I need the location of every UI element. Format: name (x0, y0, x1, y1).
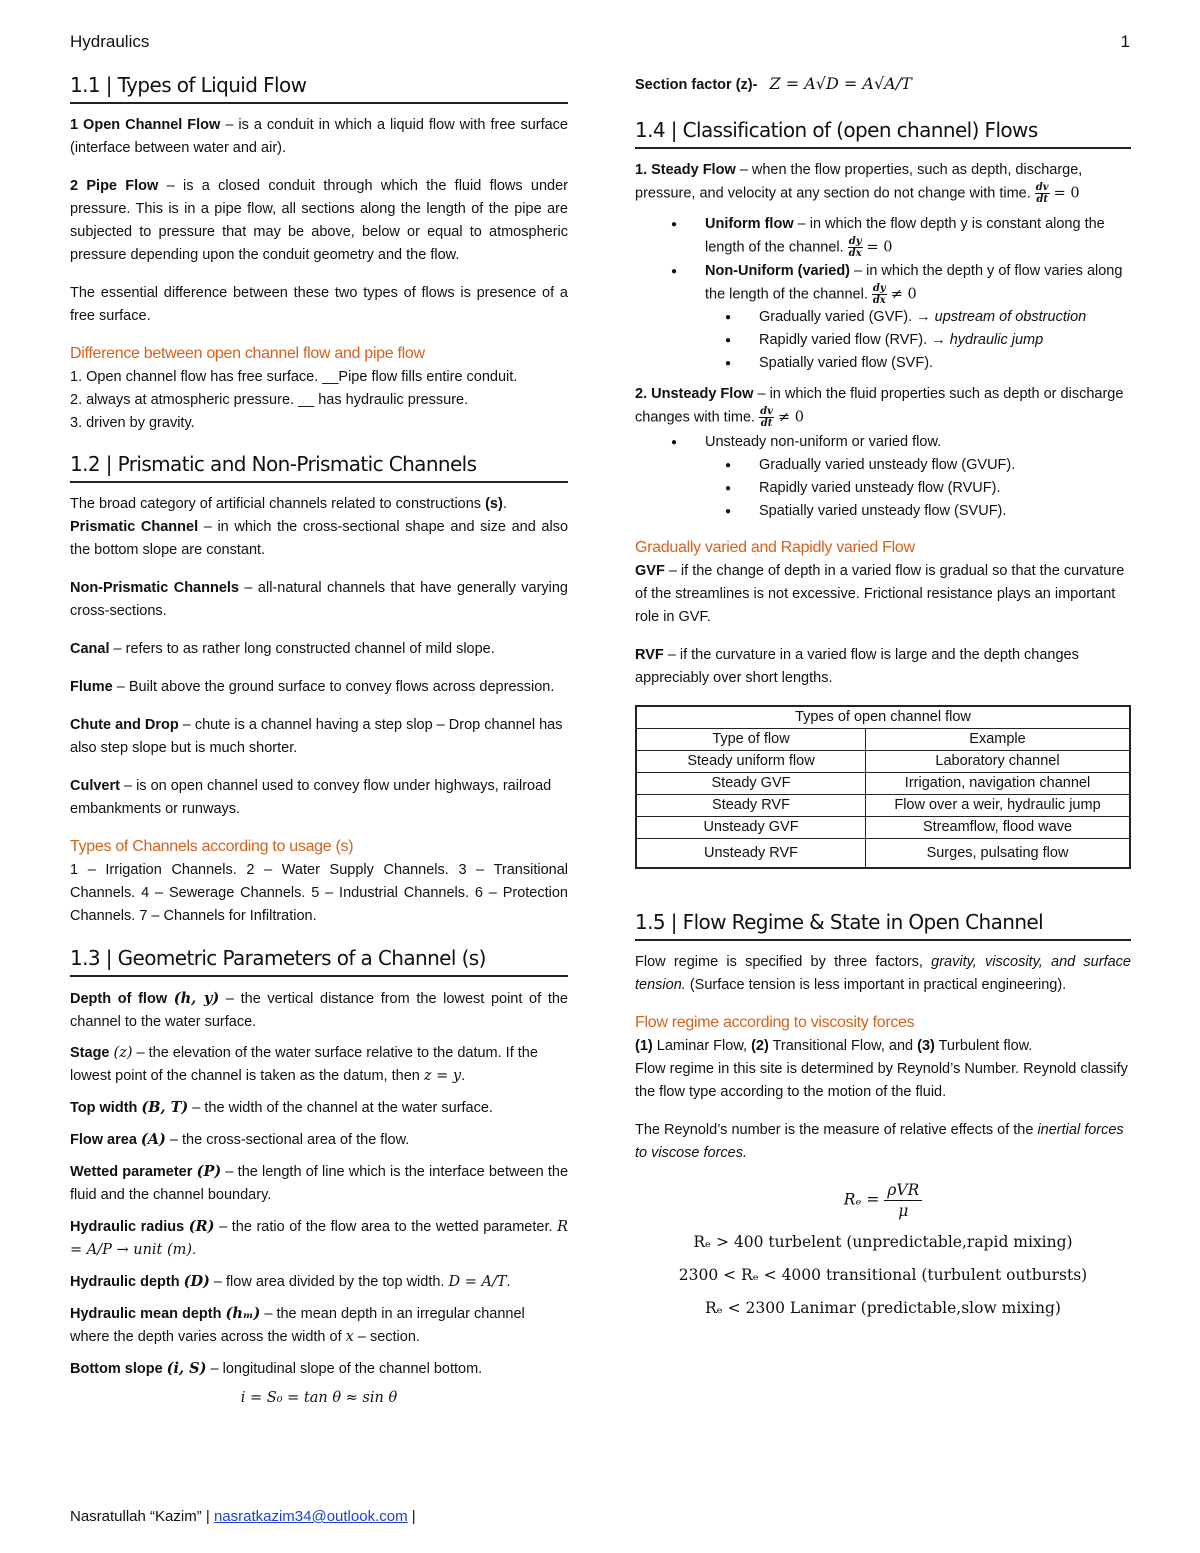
viscosity-subtitle: Flow regime according to viscosity forces (635, 1014, 915, 1032)
header-title: Hydraulics (70, 32, 150, 51)
section-factor: Section factor (z)- Z = A√D = A√A/T (635, 74, 912, 93)
laminar-condition: Rₑ < 2300 Lanimar (predictable,slow mixing) (705, 1299, 1061, 1318)
section-1-5-title: 1.5 | Flow Regime & State in Open Channel (635, 907, 1131, 941)
open-channel-flow-def: 1 Open Channel Flow – is a conduit in which a liquid flow with free surface (interface between water and air). (70, 117, 568, 156)
page-footer: Nasratullah “Kazim” | nasratkazim34@outlook.com | (70, 1508, 416, 1525)
list-item: ● Uniform flow – in which the flow depth y is constant along the length of the channel. $\frac{dy}{dx}$ = 0 (635, 213, 1131, 259)
difference-subtitle: Difference between open channel flow and pipe flow (70, 345, 425, 362)
non-prismatic-def: Non-Prismatic Channels – all-natural channels that have generally varying cross-sections. (70, 580, 568, 619)
flow-types-table (635, 705, 1131, 869)
list-item: ● Rapidly varied unsteady flow (RVUF). (635, 477, 1131, 500)
flow-area-def: Flow area (A) – the cross-sectional area of the flow. (70, 1131, 410, 1148)
transitional-condition: 2300 < Rₑ < 4000 transitional (turbulent outbursts) (678, 1266, 1088, 1285)
reynold-classify: Flow regime in this site is determined by Reynold’s Number. Reynold classify the flow type according to the motion of the fluid. (635, 1061, 1128, 1101)
left-column (70, 70, 568, 1410)
difference-item: 3. driven by gravity. (70, 415, 195, 431)
usage-subtitle: Types of Channels according to usage (s) (70, 838, 354, 855)
section-1-2-title: 1.2 | Prismatic and Non-Prismatic Channels (70, 449, 568, 483)
email-link[interactable]: nasratkazim34@outlook.com (213, 1508, 408, 1525)
list-item: ● Gradually varied unsteady flow (GVUF). (635, 454, 1131, 477)
bottom-slope-formula: i = S₀ = tan θ ≈ sin θ (240, 1390, 398, 1406)
wetted-parameter-def: Wetted parameter (P) – the length of line which is the interface between the fluid and the channel boundary. (70, 1163, 569, 1203)
page-number: 1 (1120, 32, 1130, 51)
table-caption: Types of open channel flow (636, 706, 1130, 729)
table-header: Example (866, 729, 1131, 751)
page-header (70, 30, 1130, 53)
reynold-formula: Rₑ = ρVR μ (635, 1180, 1131, 1221)
difference-item: 2. always at atmospheric pressure. __ has hydraulic pressure. (70, 392, 469, 408)
top-width-def: Top width (B, T) – the width of the channel at the water surface. (70, 1099, 493, 1116)
table-row: Unsteady RVF Surges, pulsating flow (636, 839, 1130, 869)
list-item: ● Unsteady non-uniform or varied flow. (635, 431, 1131, 454)
viscosity-types: (1) Laminar Flow, (2) Transitional Flow, and (3) Turbulent flow. (635, 1038, 1033, 1055)
unsteady-flow-list (635, 431, 1131, 523)
steady-flow-list (635, 213, 1131, 375)
pipe-flow-def: 2 Pipe Flow – is a closed conduit through which the fluid flows under pressure. This is in a pipe flow, all sections along the length of the pipe are subjected to pressure that may be above, below or equal to atmospheric pressure depending upon the conduit geometry and the flow. (70, 178, 568, 263)
author-name: Nasratullah “Kazim” | (70, 1508, 214, 1525)
prismatic-channel-def: Prismatic Channel – in which the cross-sectional shape and size and also the bottom slope are constant. (70, 519, 569, 558)
difference-item: 1. Open channel flow has free surface. __Pipe flow fills entire conduit. (70, 369, 518, 385)
flume-def: Flume – Built above the ground surface to convey flows across depression. (70, 679, 555, 695)
essential-difference: The essential difference between these two types of flows is presence of a free surface. (70, 285, 568, 324)
right-column (635, 70, 1131, 1330)
table-row: Steady uniform flow Laboratory channel (636, 751, 1130, 773)
difference-list (70, 366, 568, 435)
gvf-def: GVF – if the change of depth in a varied flow is gradual so that the curvature of the streamlines is not excessive. Frictional resistance plays an important role in GVF. (635, 563, 1125, 626)
rvf-def: RVF – if the curvature in a varied flow is large and the depth changes appreciably over short lengths. (635, 647, 1079, 687)
hydraulic-depth-def: Hydraulic depth (D) – flow area divided by the top width. D = A/T. (70, 1273, 511, 1290)
list-item: ● Gradually varied (GVF). → upstream of obstruction (635, 306, 1131, 329)
bottom-slope-def: Bottom slope (i, S) – longitudinal slope of the channel bottom. (70, 1360, 483, 1377)
chute-drop-def: Chute and Drop – chute is a channel having a step slop – Drop channel has also step slope but is much shorter. (70, 717, 563, 756)
prismatic-intro: The broad category of artificial channels related to constructions (s). (70, 496, 507, 512)
steady-flow-def: 1. Steady Flow – when the flow properties, such as depth, discharge, pressure, and velocity at any section do not change with time. $\frac{dv}{dt}$ = 0 (635, 162, 1083, 205)
hydraulic-mean-depth-def: Hydraulic mean depth (hₘ) – the mean depth in an irregular channel where the depth varies across the width of x – section. (70, 1305, 525, 1345)
turbulent-condition: Rₑ > 400 turbelent (unpredictable,rapid mixing) (693, 1233, 1073, 1252)
reynold-number-def: The Reynold’s number is the measure of relative effects of the inertial forces to viscose forces. (635, 1122, 1124, 1162)
section-1-4-title: 1.4 | Classification of (open channel) Flows (635, 115, 1131, 149)
canal-def: Canal – refers to as rather long constructed channel of mild slope. (70, 641, 495, 657)
section-1-1-title: 1.1 | Types of Liquid Flow (70, 70, 568, 104)
list-item: ● Spatially varied unsteady flow (SVUF). (635, 500, 1131, 523)
dv-dt-fraction: $\frac{dv}{dt}$ (1035, 182, 1049, 205)
list-item: ● Non-Uniform (varied) – in which the depth y of flow varies along the length of the channel. $\frac{dy}{dx}$ ≠ 0 (635, 260, 1131, 306)
hydraulic-radius-def: Hydraulic radius (R) – the ratio of the flow area to the wetted parameter. R = A/P → unit (m). (70, 1218, 569, 1258)
list-item: ● Rapidly varied flow (RVF). → hydraulic jump (635, 329, 1131, 352)
stage-def: Stage (z) – the elevation of the water surface relative to the datum. If the lowest point of the channel is taken as the datum, then z = y. (70, 1045, 538, 1084)
flow-regime-intro: Flow regime is specified by three factors, gravity, viscosity, and surface tension. (Surface tension is less important in practical engineering). (635, 954, 1131, 994)
depth-of-flow-def: Depth of flow (h, y) – the vertical distance from the lowest point of the channel to the water surface. (70, 990, 568, 1030)
table-row: Steady RVF Flow over a weir, hydraulic jump (636, 795, 1130, 817)
usage-list: 1 – Irrigation Channels. 2 – Water Supply Channels. 3 – Transitional Channels. 4 – Sewerage Channels. 5 – Industrial Channels. 6 – Protection Channels. 7 – Channels for Infiltration. (70, 862, 568, 924)
gvf-rvf-subtitle: Gradually varied and Rapidly varied Flow (635, 539, 915, 557)
unsteady-flow-def: 2. Unsteady Flow – in which the fluid properties such as depth or discharge changes with time. $\frac{dv}{dt}$ ≠ 0 (635, 385, 1124, 429)
list-item: ● Spatially varied flow (SVF). (635, 352, 1131, 375)
section-1-3-title: 1.3 | Geometric Parameters of a Channel (s) (70, 943, 568, 977)
table-row: Steady GVF Irrigation, navigation channel (636, 773, 1130, 795)
table-row: Unsteady GVF Streamflow, flood wave (636, 817, 1130, 839)
table-header: Type of flow (636, 729, 866, 751)
culvert-def: Culvert – is on open channel used to convey flow under highways, railroad embankments or runways. (70, 778, 552, 817)
